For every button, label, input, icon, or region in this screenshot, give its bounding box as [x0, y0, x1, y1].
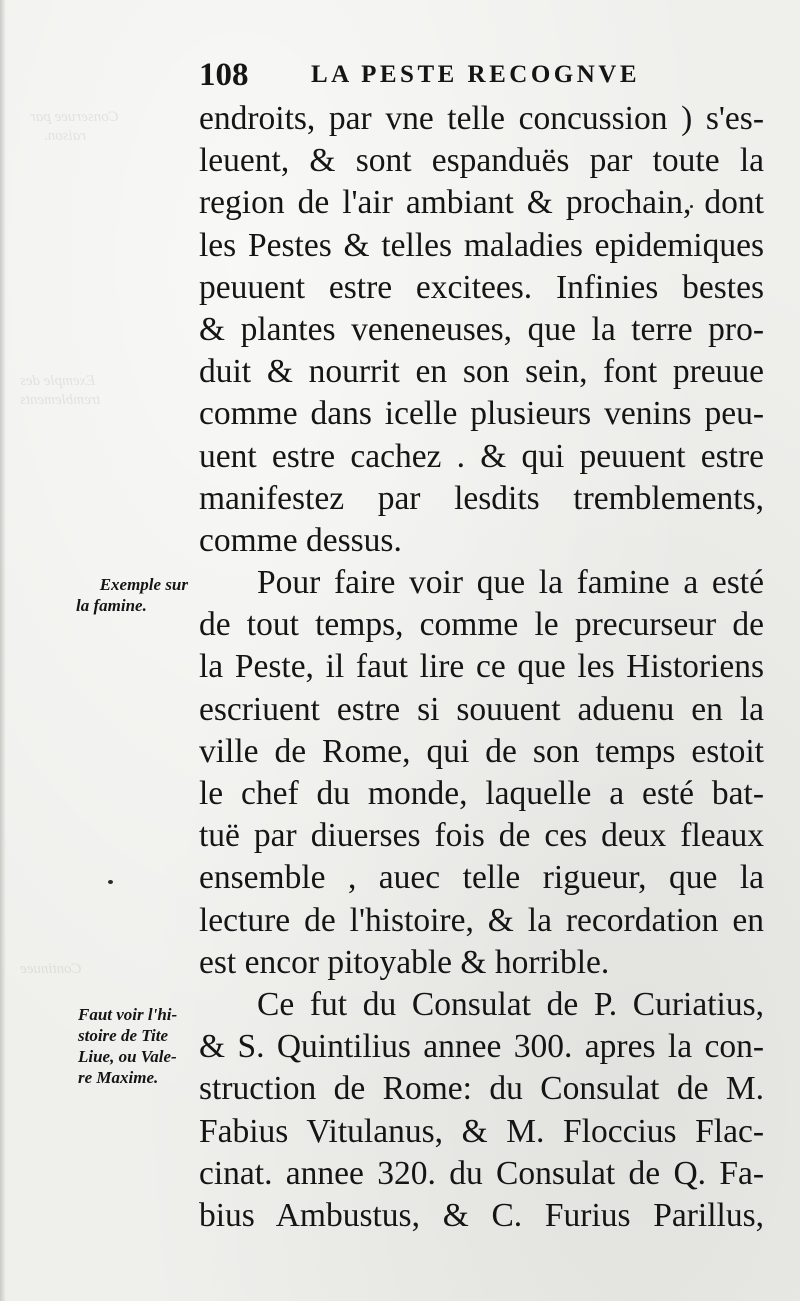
- text-line: tuë par diuerses fois de ces deux fleaux: [199, 817, 764, 855]
- ink-speck: [108, 880, 113, 884]
- text-line: peuuent estre excitees. Infinies bestes: [199, 268, 764, 306]
- text-line: est encor pitoyable & horrible.: [199, 943, 610, 981]
- text-line: comme dessus.: [199, 521, 402, 559]
- margin-note-line: Liue, ou Vale-: [78, 1047, 177, 1066]
- running-title: LA PESTE RECOGNVE: [311, 61, 641, 88]
- text-line: le chef du monde, laquelle a esté bat-: [199, 775, 764, 812]
- margin-note-line: la famine.: [76, 596, 147, 615]
- bleed-through-mark: Continuee: [20, 961, 82, 977]
- margin-note-line: stoire de Tite: [78, 1026, 169, 1045]
- bleed-through-mark: raison.: [44, 128, 87, 144]
- text-line: ensemble , auec telle rigueur, que la: [199, 859, 764, 897]
- text-line: leuent, & sont espanduës par toute la: [199, 142, 764, 180]
- text-line: & plantes veneneuses, que la terre pro-: [199, 310, 764, 348]
- bleed-through-mark: Conseruee par: [30, 109, 119, 125]
- margin-note-tite-live: [78, 1004, 190, 1088]
- running-header: [199, 52, 669, 98]
- text-line: de tout temps, comme le precurseur de: [199, 606, 764, 644]
- text-line: endroits, par vne telle concussion ) s'es-: [199, 100, 764, 137]
- margin-note-line: Exemple sur: [99, 575, 188, 594]
- text-line: la Peste, il faut lire ce que les Historiens: [199, 648, 764, 686]
- main-text-block: [199, 98, 764, 1237]
- text-line: Pour faire voir que la famine a esté: [257, 564, 764, 602]
- text-line: & S. Quintilius annee 300. apres la con-: [199, 1028, 764, 1066]
- text-line: escriuent estre si souuent aduenu en la: [199, 690, 764, 728]
- text-line: lecture de l'histoire, & la recordation en: [199, 901, 764, 939]
- text-line: cinat. annee 320. du Consulat de Q. Fa-: [199, 1154, 764, 1192]
- text-line: duit & nourrit en son sein, font preuue: [199, 353, 764, 391]
- page-number: 108: [199, 57, 249, 93]
- text-line: bius Ambustus, & C. Furius Parillus,: [199, 1196, 764, 1234]
- text-line: struction de Rome: du Consulat de M.: [199, 1070, 764, 1108]
- page-gutter-shadow: [0, 0, 6, 1301]
- margin-note-famine: [76, 574, 188, 616]
- text-line: comme dans icelle plusieurs venins peu-: [199, 395, 764, 433]
- text-line: region de l'air ambiant & prochain, dont: [199, 184, 764, 222]
- bleed-through-mark: Exemple des: [20, 373, 96, 389]
- text-line: Fabius Vitulanus, & M. Floccius Flac-: [199, 1112, 764, 1150]
- bleed-through-mark: tremblements: [20, 392, 101, 408]
- text-line: Ce fut du Consulat de P. Curiatius,: [257, 985, 764, 1023]
- text-line: manifestez par lesdits tremblements,: [199, 479, 764, 517]
- margin-note-line: re Maxime.: [78, 1068, 159, 1087]
- text-line: uent estre cachez . & qui peuuent estre: [199, 437, 764, 475]
- text-line: les Pestes & telles maladies epidemiques: [199, 226, 764, 264]
- text-line: ville de Rome, qui de son temps estoit: [199, 732, 764, 770]
- margin-note-line: Faut voir l'hi-: [78, 1005, 178, 1024]
